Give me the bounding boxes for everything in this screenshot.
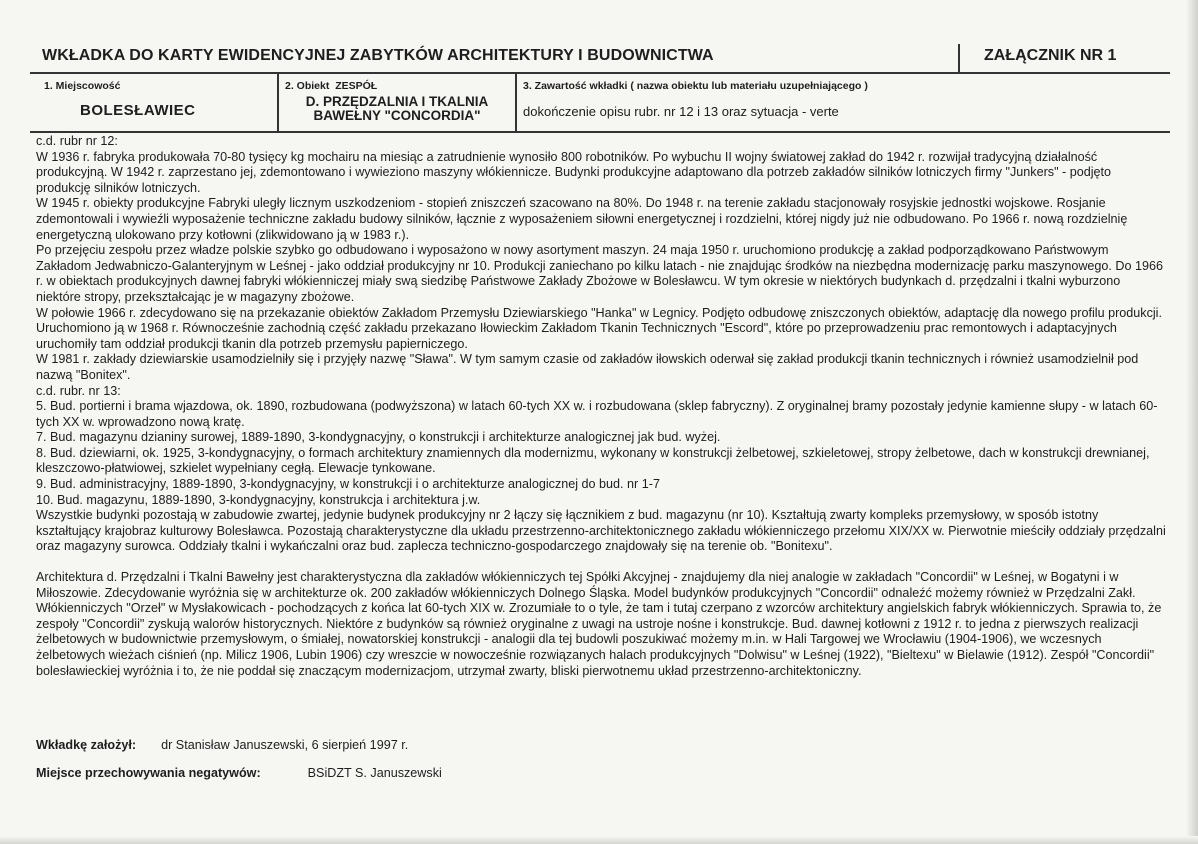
object-name-line1: D. PRZĘDZALNIA I TKALNIA bbox=[305, 94, 489, 109]
paragraph: Po przejęciu zespołu przez władze polskie szybko go odbudowano i wyposażono w nowy asortyment maszyn. 24 maja 1950 r. uruchomiono produkcję a zakład podporządkowano Państwowym Zakładom Jedwabniczo-Galanteryjnym w Leśnej - jako oddział produkcyjny nr 10. Produkcji zaniechano po kilku latach - nie znajdując środków na niezbędna modernizację parku maszynowego. Do 1966 r. w obiektach produkcyjnych dawnej fabryki włókienniczej miały swą siedzibę Państwowe Zakłady Zbożowe w Bolesławcu. W tym okresie w niektórych budynkach d. przędzalni i tkalni wyburzono niektóre stropy, przekształcając je w magazyny zbożowe. bbox=[36, 243, 1164, 304]
content-label: 3. Zawartość wkładki ( nazwa obiektu lub materiału uzupełniającego ) bbox=[523, 80, 868, 92]
storage-line bbox=[36, 766, 442, 780]
title-divider bbox=[958, 44, 960, 72]
object-name bbox=[279, 95, 515, 123]
storage-value: BSiDZT S. Januszewski bbox=[307, 766, 442, 780]
header-rule bbox=[30, 72, 1170, 74]
author-value: dr Stanisław Januszewski, 6 sierpień 1997 r. bbox=[161, 738, 409, 752]
cells-rule bbox=[30, 131, 1170, 133]
building-entry: 8. Bud. dziewiarni, ok. 1925, 3-kondygnacyjny, o formach architektury znamiennych dla modernizmu, wykonany w konstrukcji żelbetowej, szkieletowej, stropy żelbetowe, dach w konstrukcji drewnianej, kleszczowo-płatwiowej, szkielet wypełniany cegłą. Elewacje tynkowane. bbox=[36, 445, 1150, 476]
author-line bbox=[36, 738, 408, 752]
annex-number: ZAŁĄCZNIK NR 1 bbox=[984, 47, 1117, 64]
paragraph: W połowie 1966 r. zdecydowano się na przekazanie obiektów Zakładom Przemysłu Dziewiarskiego "Hanka" w Legnicy. Podjęto odbudowę zniszczonych obiektów, adaptację dla nowego profilu produkcji. Uruchomiono ją w 1968 r. Równocześnie zachodnią część zakładu przekazano Iłowieckim Zakładom Tkanin Technicznych "Escord", które po przeprowadzeniu prac remontowych i adaptacyjnych uruchomiły tam oddział produkcji tkanin dla potrzeb przemysłu papierniczego. bbox=[36, 305, 1162, 351]
section-heading-12: c.d. rubr nr 12: bbox=[36, 134, 118, 148]
paragraph-gap bbox=[36, 555, 1166, 570]
building-entry: 7. Bud. magazynu dzianiny surowej, 1889-1890, 3-kondygnacyjny, o konstrukcji i architekturze analogicznej jak bud. wyżej. bbox=[36, 430, 721, 445]
content-value: dokończenie opisu rubr. nr 12 i 13 oraz sytuacja - verte bbox=[523, 104, 839, 119]
description-body bbox=[36, 134, 1166, 679]
author-label: Wkładkę założył: bbox=[36, 738, 137, 752]
object-tag: ZESPÓŁ bbox=[335, 80, 378, 92]
paragraph: Wszystkie budynki pozostają w zabudowie zwartej, jedynie budynek produkcyjny nr 2 łączy się łącznikiem z bud. magazynu (nr 10). Kształtują zwarty kompleks przemysłowy, w sposób istotny kształtujący krajobraz kulturowy Bolesławca. Pozostają charakterystyczne dla układu przestrzenno-architektonicznego zakładu włókienniczego przełomu XIX/XX w. Pierwotnie mieściły oddziały przędzalni oraz magazyny surowca. Oddziały tkalni i wykańczalni oraz bud. zaplecza techniczno-gospodarczego znajdowały się na terenie ob. "Bonitexu". bbox=[36, 508, 1166, 554]
building-entry: 5. Bud. portierni i brama wjazdowa, ok. 1890, rozbudowana (podwyższona) w latach 60-tych XX w. i rozbudowana (sklep fabryczny). Z oryginalnej bramy pozostały jedynie kamienne słupy - w latach 60-tych XX w. wprowadzono nową kratę. bbox=[36, 399, 1158, 429]
paragraph: W 1945 r. obiekty produkcyjne Fabryki uległy licznym uszkodzeniom - stopień zniszczeń szacowano na 80%. Do 1948 r. na terenie zakładu stacjonowały rosyjskie jednostki wojskowe. Rosjanie zdemontowali i wywieźli wyposażenie techniczne zakładu budowy silników, łącznie z wyposażeniem siłowni energetycznej i rozdzielni, której nigdy już nie odbudowano. Po 1966 r. nową rozdzielnię energetyczną ulokowano przy kotłowni (zlikwidowano ją w 1983 r.). bbox=[36, 196, 1128, 242]
paper-edge-bottom bbox=[0, 836, 1198, 844]
section-heading-13: c.d. rubr. nr 13: bbox=[36, 383, 121, 398]
location-value: BOLESŁAWIEC bbox=[80, 102, 196, 119]
building-entry: 10. Bud. magazynu, 1889-1890, 3-kondygnacyjny, konstrukcja i architektura j.w. bbox=[36, 492, 481, 507]
object-label bbox=[285, 80, 377, 92]
card-title: WKŁADKA DO KARTY EWIDENCYJNEJ ZABYTKÓW ARCHITEKTURY I BUDOWNICTWA bbox=[42, 47, 714, 64]
cell-divider-2 bbox=[515, 73, 517, 131]
location-label: 1. Miejscowość bbox=[44, 80, 121, 92]
paragraph: W 1936 r. fabryka produkowała 70-80 tysięcy kg mochairu na miesiąc a zatrudnienie wynosiło 800 robotników. Po wybuchu II wojny światowej zakład do 1942 r. rozwijał tradycyjną działalność produkcyjną. W 1942 r. zaprzestano jej, zdemontowano i wywieziono maszyny włókiennicze. Budynki produkcyjne adaptowano dla potrzeb zakładów silników lotniczych firmy "Junkers" - podjęto produkcję silników lotniczych. bbox=[36, 149, 1112, 195]
paragraph: W 1981 r. zakłady dziewiarskie usamodzielniły się i przyjęły nazwę "Sława". W tym samym czasie od zakładów iłowskich oderwał się zakład produkcji tkanin technicznych i również usamodzielnił pod nazwą "Bonitex". bbox=[36, 352, 1139, 382]
storage-label: Miejsce przechowywania negatywów: bbox=[36, 766, 261, 780]
paragraph: Architektura d. Przędzalni i Tkalni Bawełny jest charakterystyczna dla zakładów włókienniczych tej Spółki Akcyjnej - znajdujemy dla niej analogie w zakładach "Concordii" w Leśnej, w Bogatyni i w Miłoszowie. Zdecydowanie wyróżnia się w architekturze ok. 200 zakładów włókienniczych Dolnego Śląska. Model budynków produkcyjnych "Concordii" odnaleźć możemy również w Przędzalni Zakł. Włókienniczych "Orzeł" w Mysłakowicach - pochodzących z końca lat 60-tych XIX w. Zrozumiałe to o tyle, że tam i tutaj czerpano z wzorców architektury angielskich fabryk włókienniczych. Sprawia to, że zespoły "Concordii" zyskują walorów historycznych. Niektóre z budynków są również oryginalne z uwagi na ustroje nośne i konstrukcje. Bud. dawnej kotłowni z 1912 r. to jedna z pierwszych realizacji żelbetowych w budownictwie przemysłowym, o śmiałej, nowatorskiej konstrukcji - analogii dla tej budowli poszukiwać możemy m.in. w Hali Targowej we Wrocławiu (1904-1906), we wczesnych żelbetowych wieżach ciśnień (np. Milicz 1906, Lubin 1906) czy wreszcie w nowocześnie rozwiązanych halach produkcyjnych "Dolwisu" w Leśnej (1922), "Bieltexu" w Bielawie (1912). Zespół "Concordii" bolesławieckiej wyróżnia i to, że nie poddał się znaczącym modernizacjom, utrzymał zwarty, bliski pierwotnemu układ przestrzenno-architektoniczny. bbox=[36, 570, 1162, 678]
paper-edge-right bbox=[1186, 0, 1198, 844]
object-label-text: 2. Obiekt bbox=[285, 80, 330, 92]
object-name-line2: BAWEŁNY "CONCORDIA" bbox=[313, 108, 481, 123]
building-entry: 9. Bud. administracyjny, 1889-1890, 3-kondygnacyjny, w konstrukcji i o architekturze analogicznej do bud. nr 1-7 bbox=[36, 477, 660, 492]
